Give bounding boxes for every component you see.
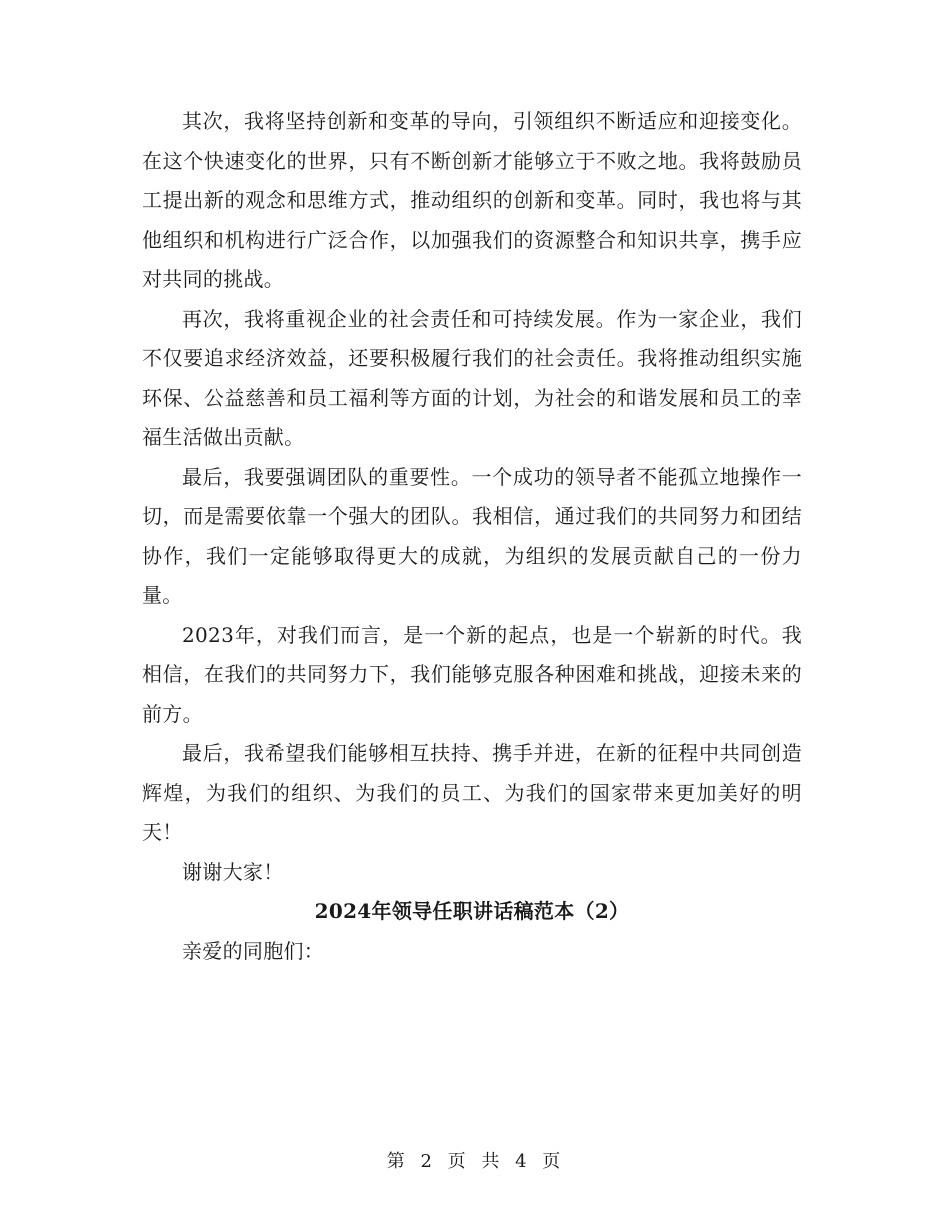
paragraph-teamwork: 最后，我要强调团队的重要性。一个成功的领导者不能孤立地操作一切，而是需要依靠一个强大的团队。我相信，通过我们的共同努力和团结协作，我们一定能够取得更大的成就，为组织的发展贡献自己的一份力量。 <box>142 464 802 607</box>
paragraph-closing-wish: 最后，我希望我们能够相互扶持、携手并进，在新的征程中共同创造辉煌，为我们的组织、为我们的员工、为我们的国家带来更加美好的明天！ <box>142 741 802 844</box>
paragraph-innovation: 其次，我将坚持创新和变革的导向，引领组织不断适应和迎接变化。在这个快速变化的世界，只有不断创新才能够立于不败之地。我将鼓励员工提出新的观念和思维方式，推动组织的创新和变革。同时，我也将与其他组织和机构进行广泛合作，以加强我们的资源整合和知识共享，携手应对共同的挑战。 <box>142 109 802 291</box>
greeting: 亲爱的同胞们： <box>182 938 325 963</box>
paragraph-thanks: 谢谢大家！ <box>182 859 284 884</box>
section-title: 2024年领导任职讲话稿范本（2） <box>314 899 630 923</box>
document-body <box>142 102 802 971</box>
paragraph-new-starting-point: 2023年，对我们而言，是一个新的起点，也是一个崭新的时代。我相信，在我们的共同努力下，我们能够克服各种困难和挑战，迎接未来的前方。 <box>142 622 802 726</box>
page-number-footer: 第 2 页 共 4 页 <box>386 1151 564 1172</box>
paragraph-social-responsibility: 再次，我将重视企业的社会责任和可持续发展。作为一家企业，我们不仅要追求经济效益，还要积极履行我们的社会责任。我将推动组织实施环保、公益慈善和员工福利等方面的计划，为社会的和谐发展和员工的幸福生活做出贡献。 <box>142 306 802 449</box>
